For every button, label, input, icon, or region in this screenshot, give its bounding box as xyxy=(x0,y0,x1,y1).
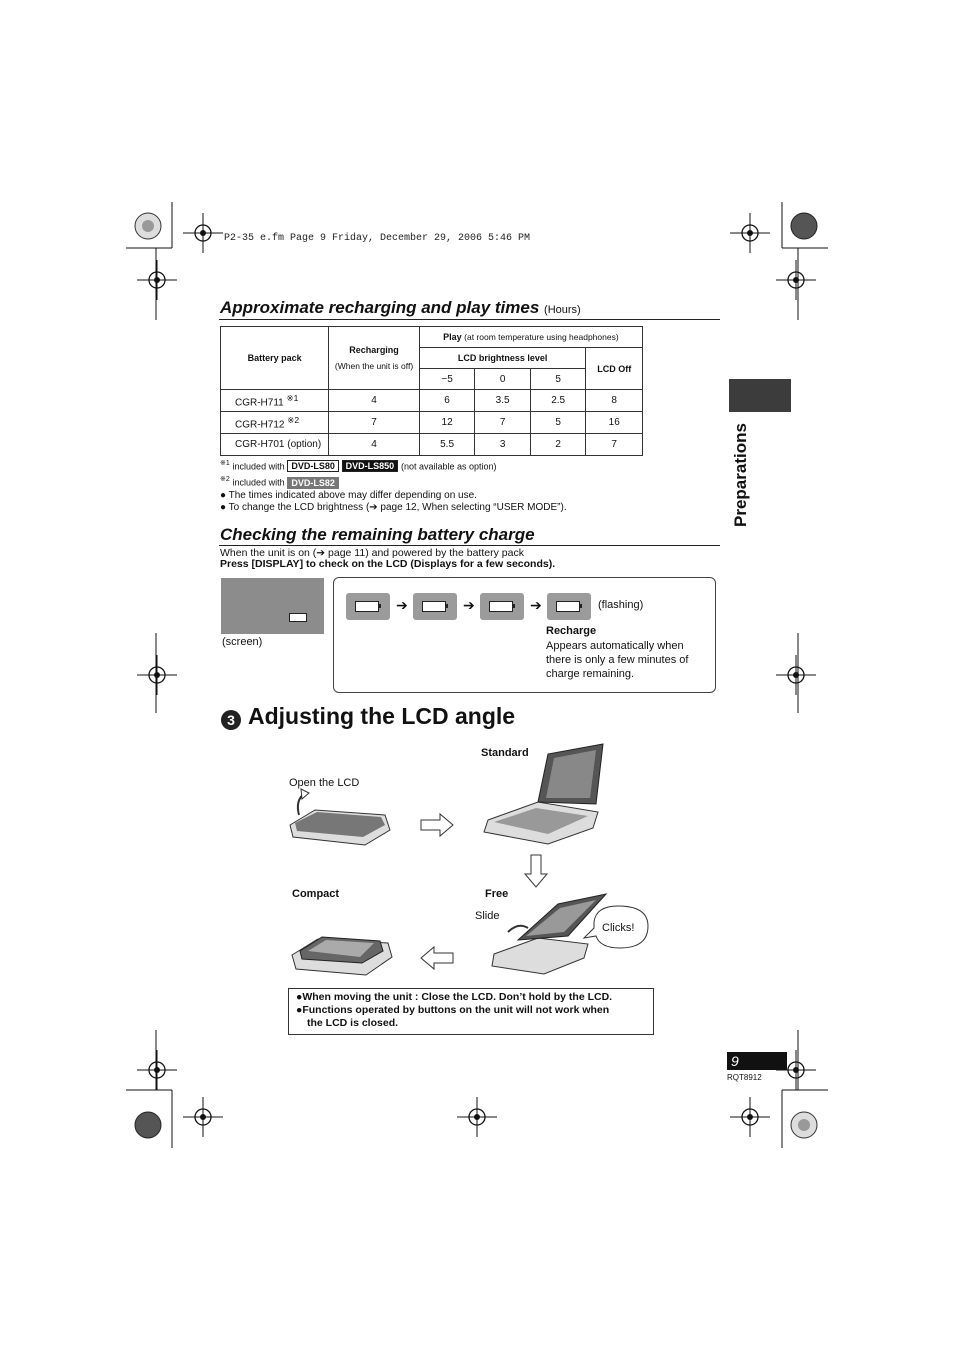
compact-player-illustration xyxy=(288,925,398,980)
document-code: RQT8912 xyxy=(727,1073,762,1082)
table-cell: 7 xyxy=(329,412,420,434)
footnote-2 xyxy=(220,474,567,489)
battery-indicator-panel xyxy=(333,577,716,693)
slide-label: Slide xyxy=(475,910,500,922)
battery-icon xyxy=(289,613,307,622)
sidebar-label-text: Preparations xyxy=(731,423,750,527)
level-cell: 0 xyxy=(475,369,531,390)
warning-line: ●Functions operated by buttons on the unit will not work when xyxy=(296,1004,610,1016)
section-title-recharging xyxy=(220,298,581,318)
footnote-mark: ※2 xyxy=(220,476,230,484)
bullet-note: ● To change the LCD brightness (➔ page 12, When selecting “USER MODE”). xyxy=(220,501,567,513)
recharge-table xyxy=(220,326,643,456)
open-lcd-label: Open the LCD xyxy=(289,777,360,789)
footnote-after: (not available as option) xyxy=(400,461,497,472)
file-info: P2-35 e.fm Page 9 Friday, December 29, 2006 5:46 PM xyxy=(224,233,531,244)
level-cell: −5 xyxy=(419,369,475,390)
battery-full-icon xyxy=(346,593,390,620)
pack-name: CGR-H712 xyxy=(235,419,285,431)
table-cell: 12 xyxy=(419,412,475,434)
footnote-1 xyxy=(220,458,567,473)
arrow-right-outline-icon xyxy=(420,813,454,837)
table-cell: 4 xyxy=(329,434,420,456)
model-tag: DVD-LS82 xyxy=(287,477,339,489)
compact-label: Compact xyxy=(292,888,340,900)
recharge-title: Recharge xyxy=(546,625,597,637)
pack-cell xyxy=(221,434,329,456)
screen-preview xyxy=(221,578,324,634)
header-lcd-off: LCD Off xyxy=(586,348,643,390)
header-lcd-level: LCD brightness level xyxy=(419,348,586,369)
arrow-right-icon: ➔ xyxy=(530,597,542,613)
header-recharging xyxy=(329,327,420,390)
battery-two-thirds-icon xyxy=(413,593,457,620)
arrow-right-icon: ➔ xyxy=(396,597,408,613)
arrow-right-icon: ➔ xyxy=(463,597,475,613)
table-row xyxy=(221,412,643,434)
table-cell: 7 xyxy=(475,412,531,434)
header-play-label: Play xyxy=(443,332,462,342)
page-number: 9 xyxy=(727,1052,787,1070)
battery-empty-icon xyxy=(547,593,591,620)
pack-cell xyxy=(221,390,329,412)
header-battery-pack: Battery pack xyxy=(221,327,329,390)
table-cell: 7 xyxy=(586,434,643,456)
model-tag: DVD-LS80 xyxy=(287,460,339,472)
section-title-battery: Checking the remaining battery charge xyxy=(220,525,535,544)
table-row xyxy=(221,390,643,412)
table-cell: 4 xyxy=(329,390,420,412)
recharge-text-line: there is only a few minutes of xyxy=(546,654,689,666)
bullet-note: ● The times indicated above may differ depending on use. xyxy=(220,489,477,501)
section-rule xyxy=(219,319,720,320)
standard-player-illustration xyxy=(478,742,608,847)
battery-one-third-icon xyxy=(480,593,524,620)
table-cell: 2 xyxy=(530,434,586,456)
instruction-line: Press [DISPLAY] to check on the LCD (Displays for a few seconds). xyxy=(220,558,556,570)
footnote-mark: ※1 xyxy=(286,392,299,403)
footnotes xyxy=(220,458,567,514)
table-cell: 2.5 xyxy=(530,390,586,412)
closed-player-illustration xyxy=(285,785,395,850)
arrow-left-outline-icon xyxy=(420,946,454,970)
header-play xyxy=(419,327,642,348)
sidebar-tab xyxy=(729,379,791,412)
model-tag: DVD-LS850 xyxy=(342,460,399,472)
recharge-text-line: Appears automatically when xyxy=(546,640,684,652)
pack-name: CGR-H701 (option) xyxy=(235,439,322,450)
flashing-label: (flashing) xyxy=(598,599,644,611)
footnote-text: included with xyxy=(232,461,285,472)
intro-line: When the unit is on (➔ page 11) and powered by the battery pack xyxy=(220,547,524,559)
level-cell: 5 xyxy=(530,369,586,390)
page-title: Adjusting the LCD angle xyxy=(248,703,516,729)
clicks-label: Clicks! xyxy=(602,922,635,934)
table-cell: 5 xyxy=(530,412,586,434)
footnote-mark: ※2 xyxy=(287,414,300,425)
header-recharging-label: Recharging xyxy=(349,345,399,355)
footnote-mark: ※1 xyxy=(220,460,230,467)
pack-cell xyxy=(221,412,329,434)
warning-line: ●When moving the unit : Close the LCD. Don’t hold by the LCD. xyxy=(296,991,613,1003)
table-cell: 5.5 xyxy=(419,434,475,456)
table-cell: 3.5 xyxy=(475,390,531,412)
arrow-down-outline-icon xyxy=(524,854,548,888)
table-cell: 8 xyxy=(586,390,643,412)
section-title-unit: (Hours) xyxy=(544,304,581,316)
section-title-text: Approximate recharging and play times xyxy=(220,298,540,317)
header-recharging-note: (When the unit is off) xyxy=(334,361,414,371)
recharge-text-line: charge remaining. xyxy=(546,668,635,680)
screen-label: (screen) xyxy=(222,636,263,648)
section-rule xyxy=(219,545,720,546)
header-play-note: (at room temperature using headphones) xyxy=(464,332,619,342)
step-number-badge: 3 xyxy=(221,710,241,730)
table-cell: 6 xyxy=(419,390,475,412)
warning-line: the LCD is closed. xyxy=(307,1017,399,1029)
table-row xyxy=(221,434,643,456)
warning-box xyxy=(288,988,654,1035)
table-cell: 3 xyxy=(475,434,531,456)
pack-name: CGR-H711 xyxy=(235,397,284,409)
footnote-text: included with xyxy=(232,477,285,488)
sidebar-label xyxy=(728,420,754,530)
free-label: Free xyxy=(485,888,509,900)
table-cell: 16 xyxy=(586,412,643,434)
standard-label: Standard xyxy=(481,747,529,759)
